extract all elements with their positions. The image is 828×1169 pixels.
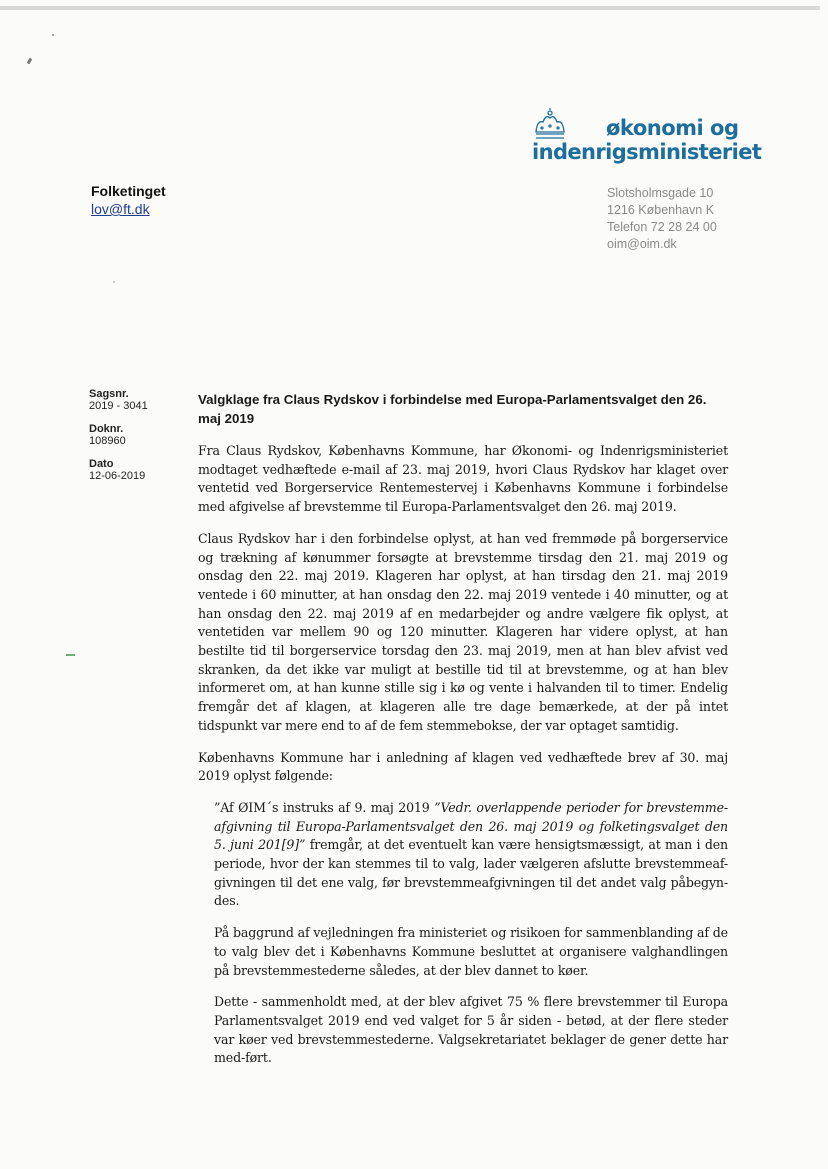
quote-paragraph xyxy=(214,799,728,911)
scan-speck xyxy=(52,34,54,36)
paragraph: Københavns Kommune har i anledning af klagen ved vedhæftede brev af 30. maj 2019 oplyst følgende: xyxy=(198,749,728,784)
quote-text: ”Af ØIM´s instruks af 9. maj 2019 xyxy=(214,799,435,815)
quote-paragraph: Dette - sammenholdt med, at der blev afgivet 75 % flere brevstemmer til Europa Parlamentsvalget 2019 end ved valget for 5 år siden - betød, at der flere steder var køer ved brevstemmestederne. Valgsekretariatet beklager de gener dette har med-ført. xyxy=(214,994,728,1066)
sagsnr-label: Sagsnr. xyxy=(89,388,129,400)
scan-edge-line xyxy=(0,6,820,10)
letter-body xyxy=(198,390,728,1081)
sagsnr-value: 2019 - 3041 xyxy=(89,400,148,412)
ministry-logo xyxy=(530,104,762,166)
sender-address xyxy=(607,185,717,253)
doknr-label: Doknr. xyxy=(89,423,124,435)
paragraph: Claus Rydskov har i den forbindelse oplyst, at han ved fremmøde på borgerservice og trækning af kønummer forsøgte at brevstemme tirsdag den 21. maj 2019 og onsdag den 22. maj 2019. Klageren har oplyst, at han tirsdag den 21. maj 2019 ventede i 60 minutter, at han onsdag den 22. maj 2019 ventede i 40 minutter, og at han onsdag den 22. maj 2019 af en medarbejder og andre vælgere fik oplyst, at ventetiden var mellem 90 og 120 minutter. Klageren har videre oplyst, at han bestilte tid til borgerservice torsdag den 23. maj 2019, men at han blev afvist ved skranken, da det ikke var muligt at bestille tid til at brevstemme, og at han blev informeret om, at han kunne stille sig i kø og vente i halvanden til to timer. Endelig fremgår det af klagen, at klageren alle tre dage bemærkede, at der på intet tidspunkt var mere end to af de fem stemmebokse, der var optaget samtidig. xyxy=(198,530,728,733)
dato-value: 12-06-2019 xyxy=(89,470,146,482)
recipient-name: Folketinget xyxy=(91,183,166,199)
address-email: oim@oim.dk xyxy=(607,237,677,251)
logo-text-line1: økonomi og xyxy=(606,116,739,140)
quote-paragraph: På baggrund af vejledningen fra ministeriet og risikoen for sammenblanding af de to valg blev det i Københavns Kommune besluttet at organisere valghandlingen på brevstemmestederne således, at der blev dannet to køer. xyxy=(214,925,728,978)
crown-icon xyxy=(532,108,568,142)
dato-label: Dato xyxy=(89,458,114,470)
recipient-block xyxy=(91,183,166,217)
quote-text: fremgår, at det eventuelt kan være hensigtsmæssigt, at man i den periode, hvor der kan stemmes til to valg, lader vælgeren afslutte brevstemmeaf-givningen til det ene valg, før brevstemmeafgivningen til det andet valg påbegyn-des. xyxy=(214,837,728,909)
address-street: Slotsholmsgade 10 xyxy=(607,186,714,200)
case-metadata xyxy=(89,388,179,493)
address-city: 1216 København K xyxy=(607,203,715,217)
scan-speck xyxy=(113,281,115,283)
quoted-statement xyxy=(214,799,728,1068)
quote-reference-title: ”Vedr. overlappende perioder for brevstemme-afgivning til Europa-Parlamentsvalget den 26. maj 2019 og folketingsvalget den 5. juni 201[9]” xyxy=(214,799,728,853)
logo-text-line2: indenrigsministeriet xyxy=(532,140,762,164)
address-phone: Telefon 72 28 24 00 xyxy=(607,220,717,234)
scan-mark xyxy=(66,654,75,656)
doknr-value: 108960 xyxy=(89,435,126,447)
letter-subject: Valgklage fra Claus Rydskov i forbindelse med Europa-Parlamentsvalget den 26. maj 2019 xyxy=(198,392,707,426)
scan-speck xyxy=(27,58,33,65)
recipient-email-link[interactable]: lov@ft.dk xyxy=(91,201,150,217)
paragraph: Fra Claus Rydskov, Københavns Kommune, har Økonomi- og Indenrigsministeriet modtaget vedhæftede e-mail af 23. maj 2019, hvori Claus Rydskov har klaget over ventetid ved Borgerservice Rentemestervej i Københavns Kommune i forbindelse med afgivelse af brevstemme til Europa-Parlamentsvalget den 26. maj 2019. xyxy=(198,443,728,515)
